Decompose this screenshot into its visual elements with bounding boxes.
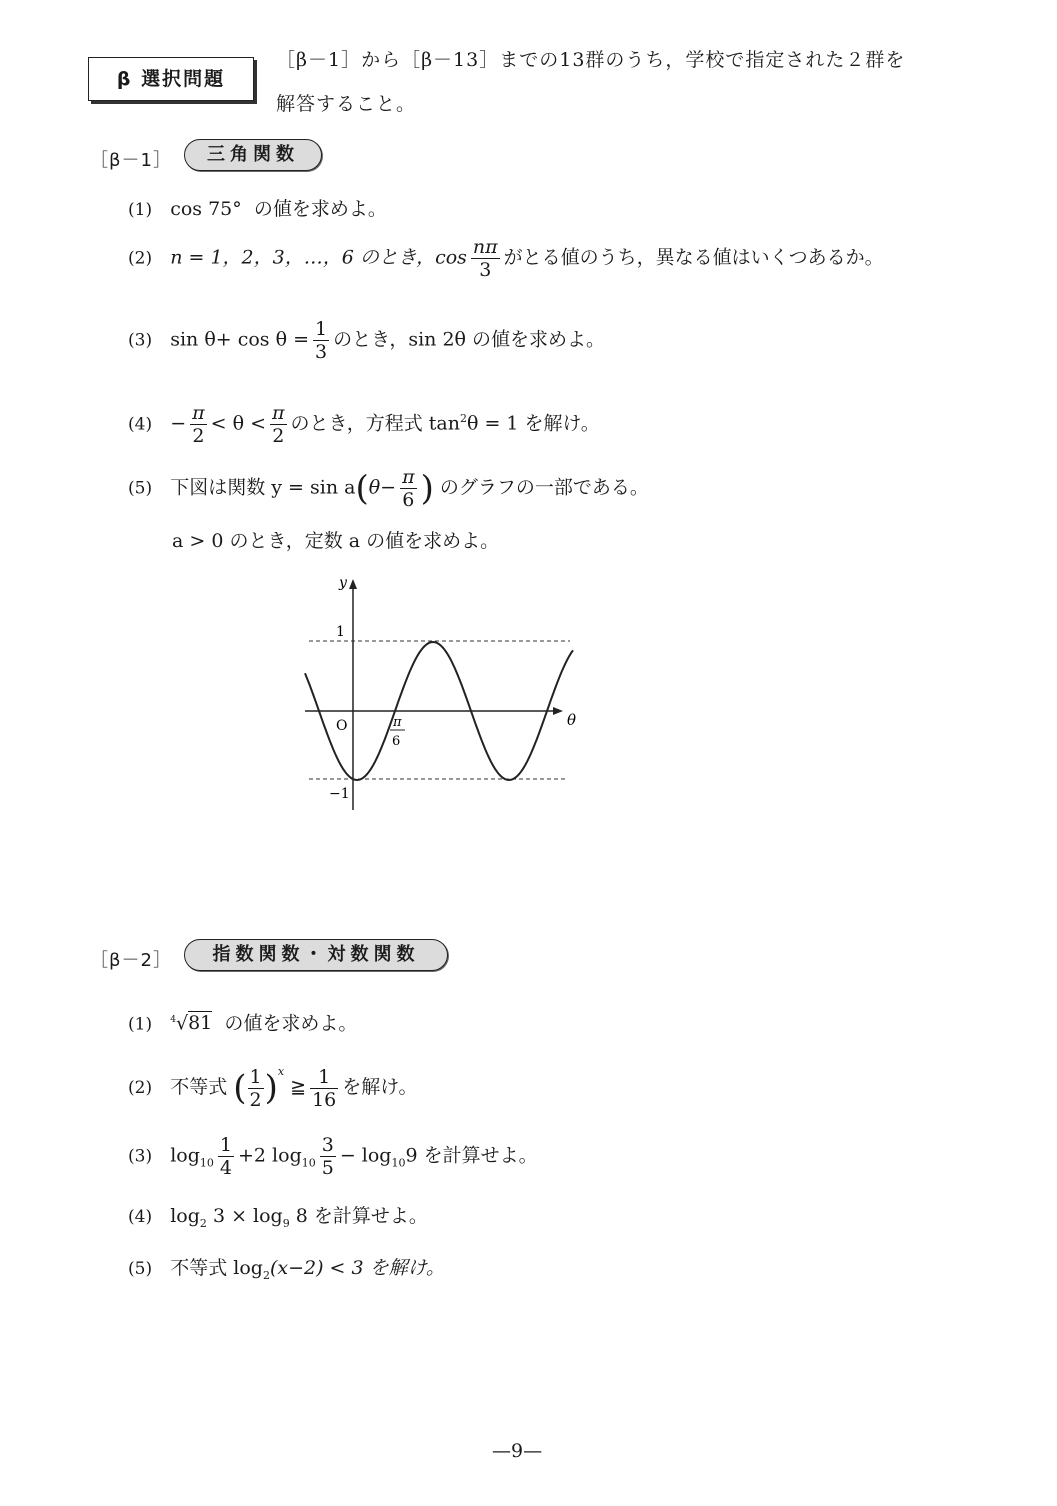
- fraction: $\frac{1}{4}$: [219, 1134, 232, 1179]
- q-text: 8 を計算せよ。: [295, 1205, 428, 1227]
- s2-q3: [128, 1134, 538, 1179]
- q-expr: log: [170, 1205, 200, 1227]
- question-number: (2): [128, 248, 153, 269]
- subscript: 10: [391, 1156, 406, 1170]
- fraction: $\frac{1}{16}$: [312, 1065, 337, 1111]
- q-expr: n = 1，2，3，…，6 のとき，cos: [170, 246, 467, 269]
- relation: ≧: [290, 1076, 307, 1098]
- selection-box-label: β 選択問題: [88, 57, 254, 101]
- q-text: の値を求めよ。: [253, 198, 387, 220]
- radicand: 81: [188, 1012, 213, 1035]
- s1-q2: [128, 236, 884, 281]
- fraction: $\frac{3}{5}$: [321, 1134, 334, 1179]
- section-1-label: ［β－1］: [90, 150, 172, 171]
- q-expr: θ−: [368, 476, 397, 499]
- s2-q5: [128, 1256, 445, 1288]
- y-axis-label: y: [339, 575, 347, 591]
- paren-left: (: [355, 468, 369, 509]
- q-text: 不等式: [170, 1076, 228, 1098]
- instruction-line-2: 解答すること。: [276, 93, 417, 115]
- q-text: 9 を計算せよ。: [405, 1144, 538, 1167]
- q-text: θ = 1 を解け。: [466, 412, 600, 435]
- fraction: $\frac{1}{3}$: [315, 318, 328, 363]
- s1-q5-line2: a > 0 のとき，定数 a の値を求めよ。: [172, 530, 500, 552]
- q-expr: cos 75°: [170, 198, 242, 220]
- fraction: $\frac{\pi}{2}$: [192, 402, 205, 447]
- q-expr: sin θ+ cos θ =: [170, 328, 309, 351]
- s2-q1: [128, 1008, 357, 1036]
- question-number: (1): [128, 200, 153, 220]
- subscript: 2: [199, 1216, 207, 1230]
- x-tick-pi: π: [393, 715, 402, 730]
- question-number: (1): [128, 1014, 153, 1035]
- question-number: (3): [128, 330, 153, 351]
- q-text: のとき，方程式 tan: [290, 412, 460, 435]
- instruction-line-1: ［β－1］から［β－13］までの13群のうち，学校で指定された２群を: [276, 49, 906, 71]
- q-text: (x−2) < 3 を解け。: [269, 1257, 445, 1279]
- subscript: 10: [199, 1156, 214, 1170]
- fraction: $\frac{1}{2}$: [249, 1065, 262, 1111]
- question-number: (4): [128, 1207, 153, 1227]
- subscript: 10: [301, 1156, 316, 1170]
- fraction: $\frac{\pi}{2}$: [272, 402, 285, 447]
- x-tick-six: 6: [392, 734, 401, 749]
- q-text: のグラフの一部である。: [439, 476, 649, 499]
- minus-sign: −: [170, 412, 187, 435]
- s1-q5: [128, 466, 649, 511]
- radical-sign: √: [175, 1012, 189, 1035]
- s1-q1: [128, 197, 387, 222]
- subscript: 2: [262, 1268, 270, 1282]
- question-number: (3): [128, 1146, 153, 1167]
- question-number: (5): [128, 1259, 153, 1279]
- q-text: を解け。: [342, 1076, 418, 1098]
- question-number: (5): [128, 478, 153, 499]
- paren-right: ): [264, 1068, 278, 1108]
- question-number: (2): [128, 1078, 153, 1098]
- x-axis-label: θ: [567, 711, 577, 729]
- q-text: の値を求めよ。: [224, 1012, 358, 1035]
- q-expr: log: [170, 1144, 200, 1167]
- s1-q3: [128, 318, 605, 363]
- s1-q4: [128, 402, 600, 447]
- exponent: 2: [459, 412, 467, 426]
- page-number: —9—: [492, 1440, 543, 1462]
- q-text: のとき，sin 2θ の値を求めよ。: [333, 328, 606, 351]
- section-1-title: 三角関数: [184, 139, 322, 171]
- section-2-title: 指数関数・対数関数: [184, 939, 448, 971]
- q-text: がとる値のうち，異なる値はいくつあるか。: [503, 246, 884, 269]
- origin-label: O: [336, 718, 348, 734]
- fraction: $\frac{n\pi}{3}$: [472, 236, 498, 281]
- exponent: x: [277, 1065, 285, 1078]
- s2-q4: [128, 1204, 428, 1236]
- x-axis-arrow: [553, 707, 563, 715]
- q-expr: < θ <: [210, 412, 266, 435]
- sine-graph: [295, 570, 595, 815]
- tick-label-neg1: −1: [329, 786, 350, 802]
- y-axis-arrow: [349, 579, 357, 589]
- section-2-label: ［β－2］: [90, 950, 172, 971]
- subscript: 9: [282, 1216, 290, 1230]
- tick-label-1: 1: [336, 624, 345, 640]
- root-index: 4: [170, 1015, 176, 1025]
- s2-q2: [128, 1060, 418, 1111]
- q-expr: 不等式 log: [170, 1257, 263, 1279]
- q-text: 下図は関数 y = sin a: [170, 476, 356, 499]
- q-expr: − log: [339, 1144, 392, 1167]
- question-number: (4): [128, 414, 153, 435]
- q-expr: 3 × log: [212, 1205, 283, 1227]
- paren-right: ): [420, 468, 434, 509]
- fraction: $\frac{\pi}{6}$: [402, 466, 415, 511]
- paren-left: (: [233, 1068, 247, 1108]
- q-expr: +2 log: [238, 1144, 302, 1167]
